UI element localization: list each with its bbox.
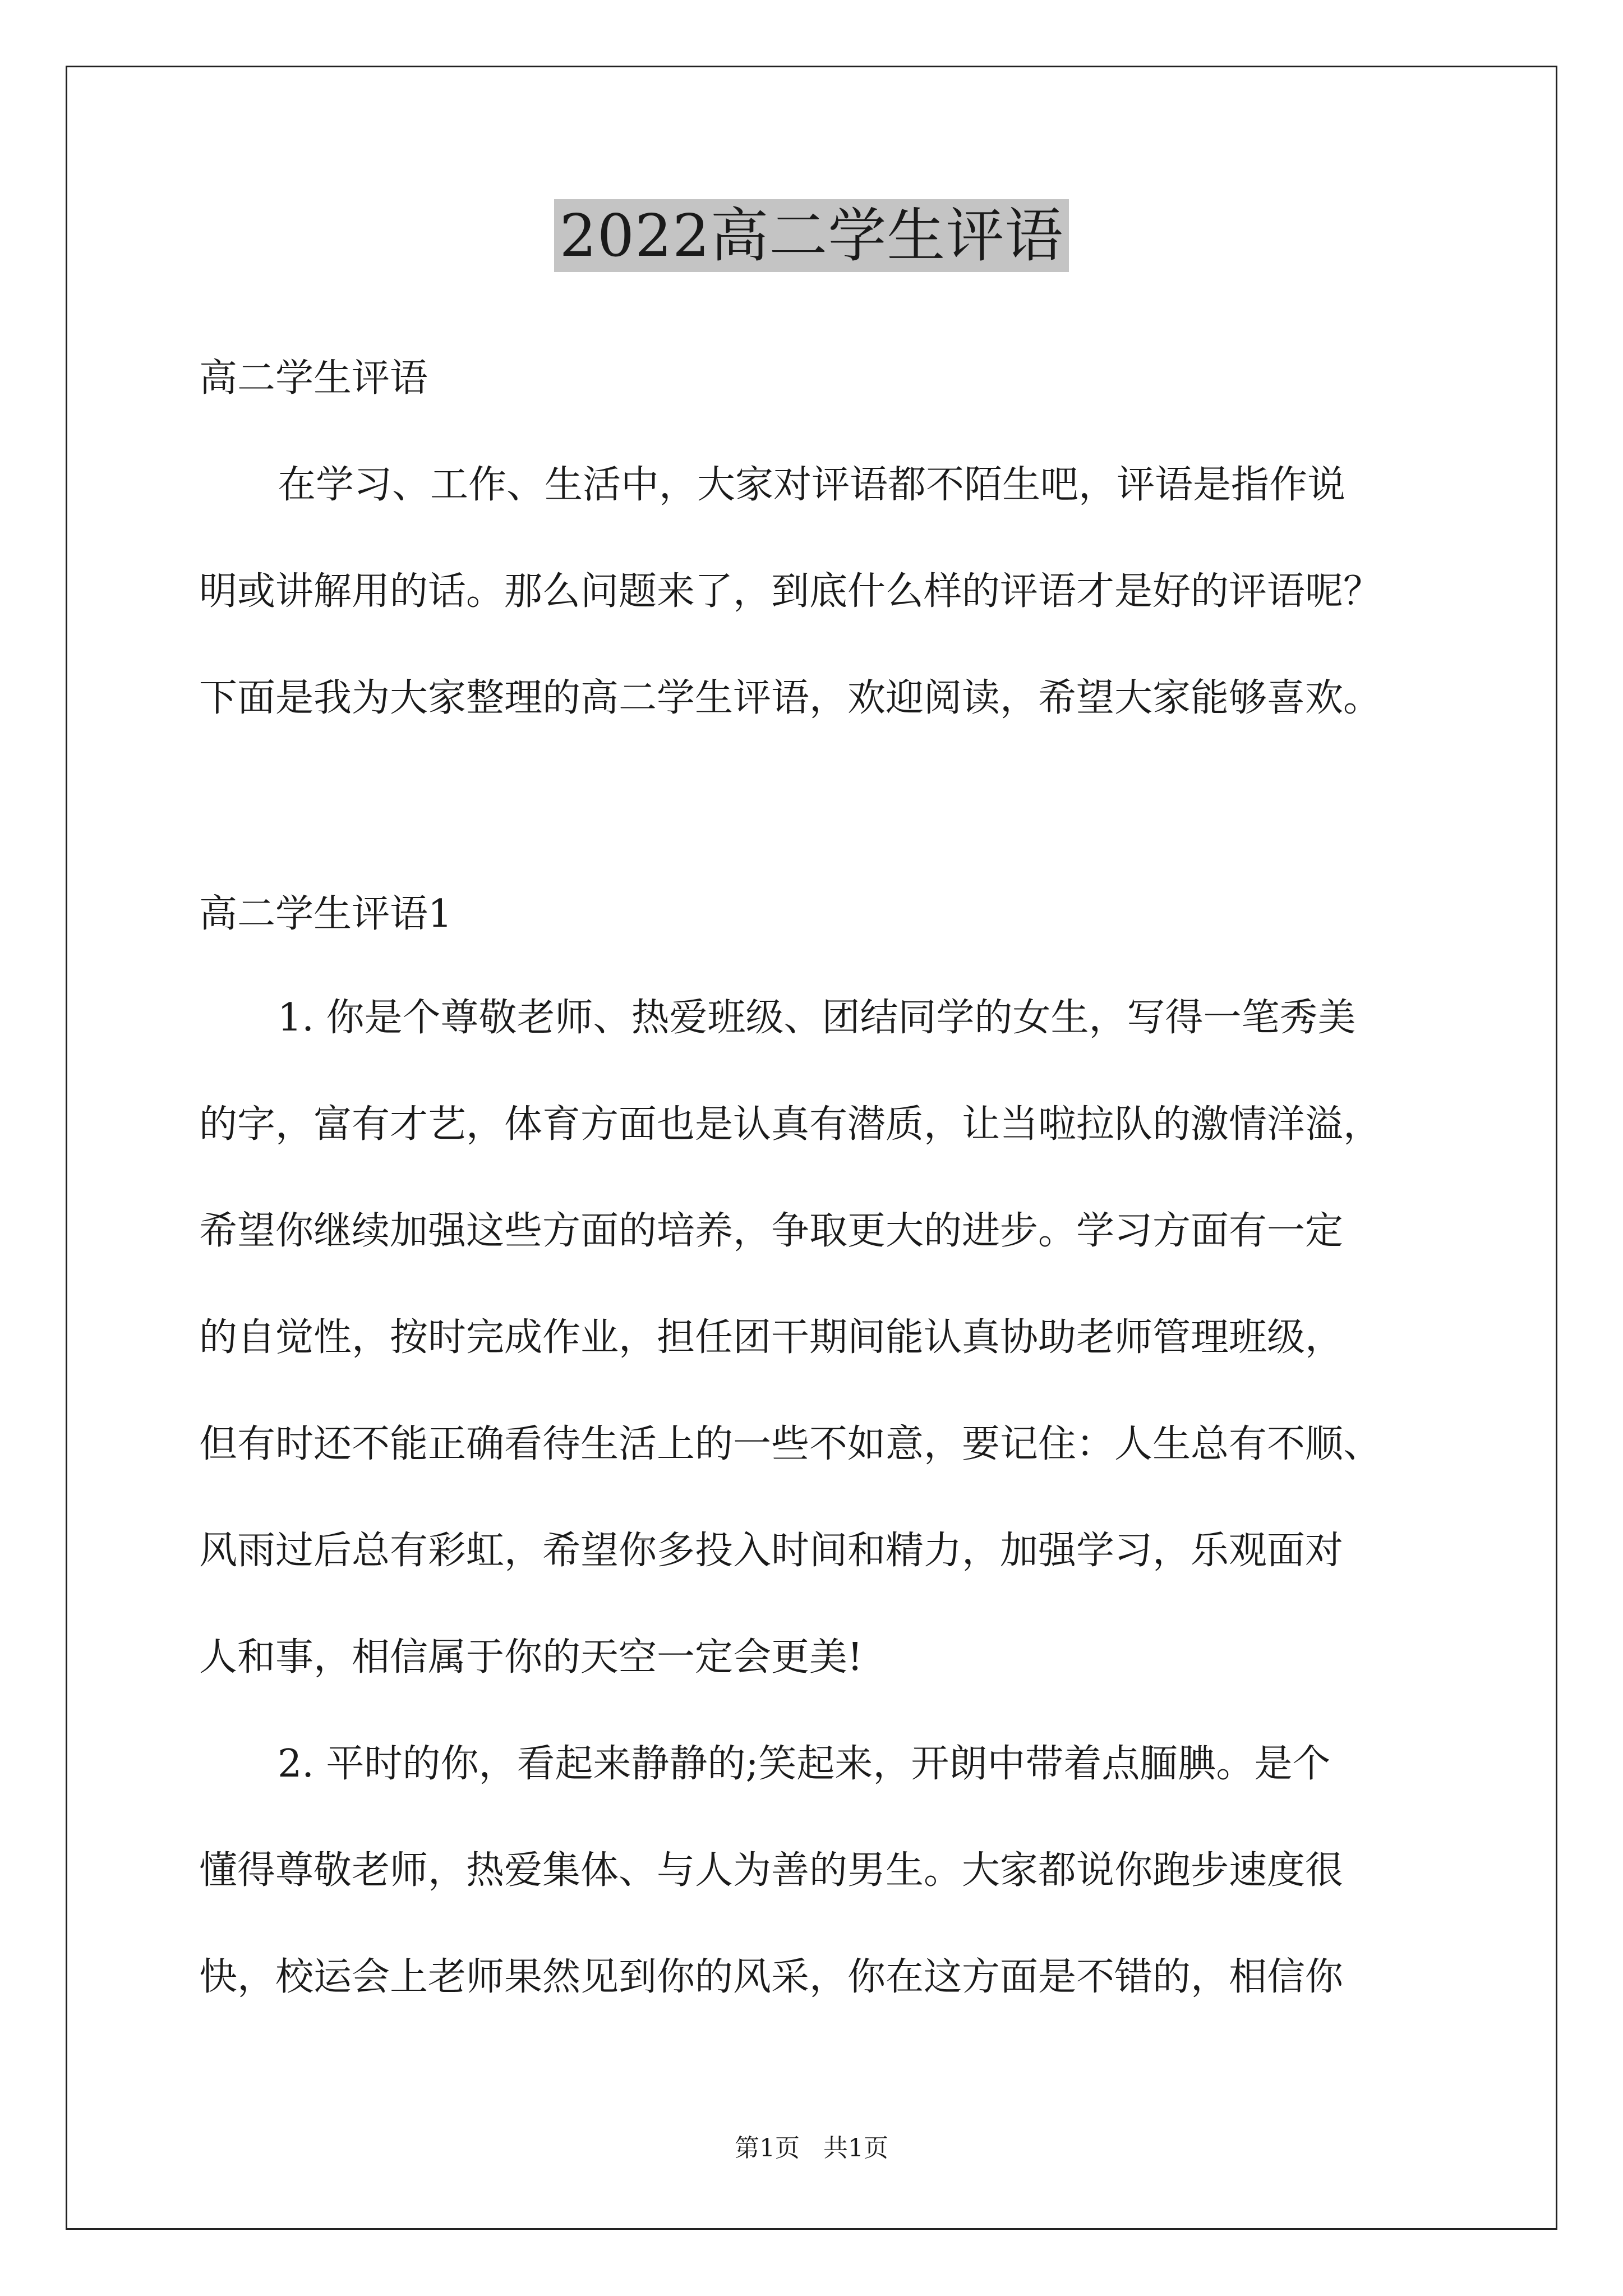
comment-line: 1. 你是个尊敬老师、热爱班级、团结同学的女生，写得一笔秀美: [278, 996, 1356, 1040]
comment-line: 但有时还不能正确看待生活上的一些不如意，要记住：人生总有不顺、: [199, 1422, 1382, 1466]
title-container: [0, 199, 1623, 272]
page-footer: [0, 2132, 1623, 2165]
intro-line: 在学习、工作、生活中，大家对评语都不陌生吧，评语是指作说: [278, 463, 1346, 507]
intro-line: 下面是我为大家整理的高二学生评语，欢迎阅读，希望大家能够喜欢。: [199, 676, 1382, 720]
comment-line: 快，校运会上老师果然见到你的风采，你在这方面是不错的，相信你: [199, 1955, 1344, 1999]
comment-line: 人和事，相信属于你的天空一定会更美!: [199, 1635, 863, 1680]
page-number: 第1页: [735, 2134, 800, 2162]
comment-line: 的字，富有才艺，体育方面也是认真有潜质，让当啦拉队的激情洋溢，: [199, 1102, 1382, 1147]
page-total: 共1页: [823, 2134, 888, 2162]
comment-line: 的自觉性，按时完成作业，担任团干期间能认真协助老师管理班级，: [199, 1315, 1344, 1360]
comment-line: 2. 平时的你，看起来静静的;笑起来，开朗中带着点腼腆。是个: [278, 1742, 1331, 1786]
comment-line: 懂得尊敬老师，热爱集体、与人为善的男生。大家都说你跑步速度很: [199, 1848, 1344, 1893]
section-heading: 高二学生评语: [199, 356, 428, 401]
comment-line: 风雨过后总有彩虹，希望你多投入时间和精力，加强学习，乐观面对: [199, 1529, 1344, 1573]
comment-line: 希望你继续加强这些方面的培养，争取更大的进步。学习方面有一定: [199, 1209, 1344, 1253]
intro-line: 明或讲解用的话。那么问题来了，到底什么样的评语才是好的评语呢？: [199, 569, 1382, 614]
section-heading: 高二学生评语1: [199, 892, 453, 936]
document-title: 2022高二学生评语: [554, 199, 1069, 272]
